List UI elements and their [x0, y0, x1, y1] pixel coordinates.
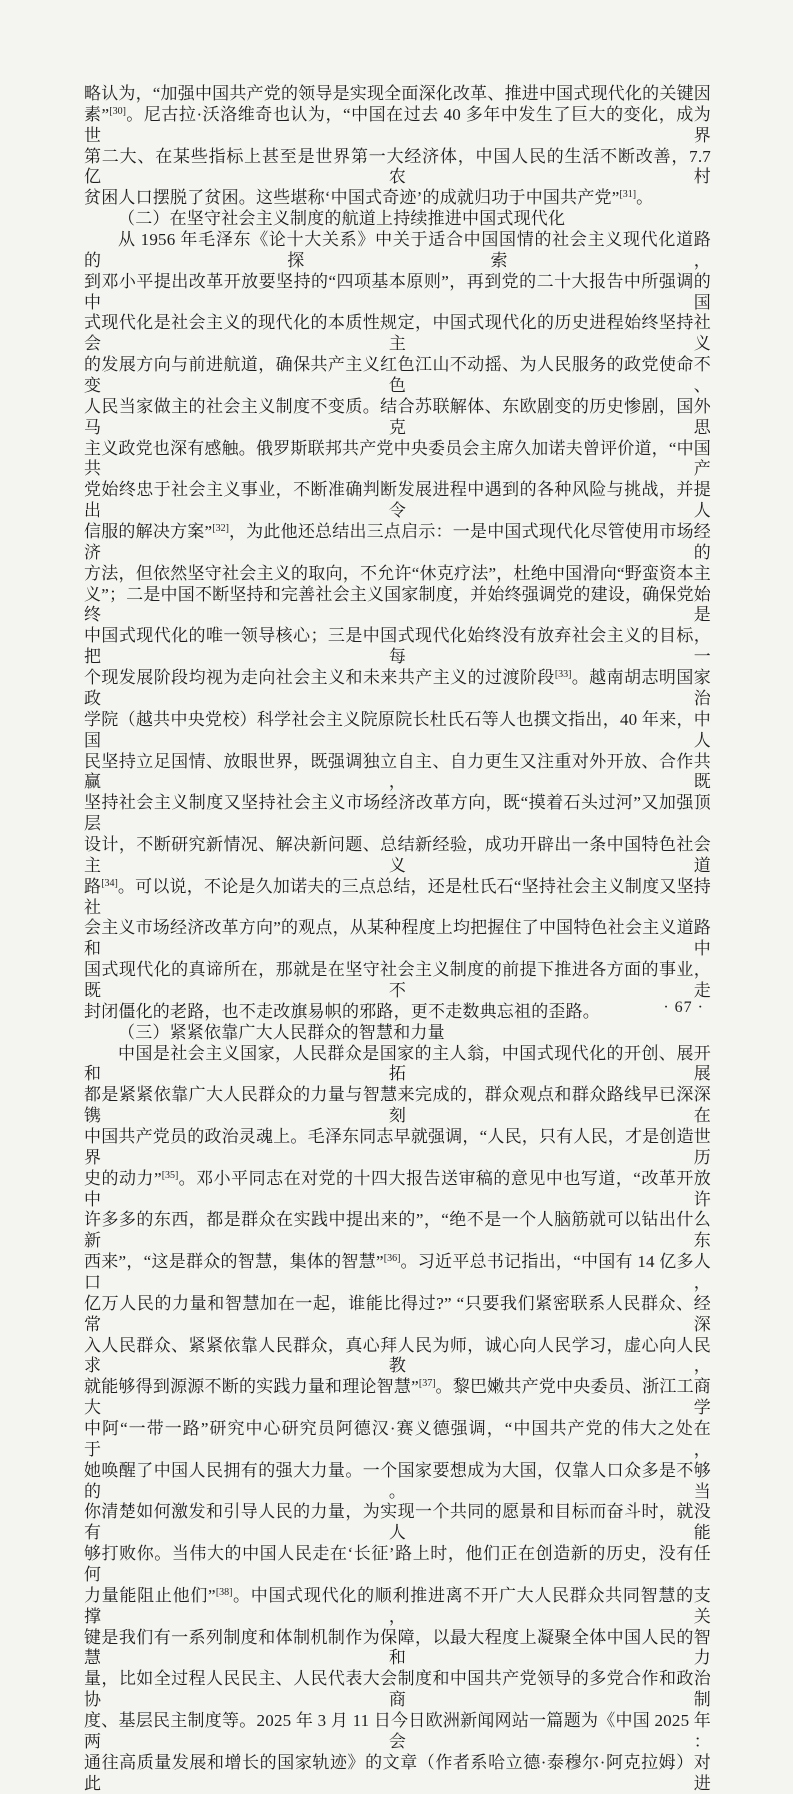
text-run: 路: [84, 876, 102, 896]
text-run: 入人民群众、紧紧依靠人民群众，真心拜人民为师，诚心向人民学习，虚心向人民求教，: [84, 1335, 711, 1376]
text-run: 信服的解决方案”: [84, 522, 213, 542]
text-line: [84, 1628, 711, 1670]
text-run: 个现发展阶段均视为走向社会主义和未来共产主义的过渡阶段: [84, 668, 555, 688]
text-run: 略认为，“加强中国共产党的领导是实现全面深化改革、推进中国式现代化的关键因: [84, 84, 711, 103]
text-line: [84, 1044, 711, 1086]
text-run: （二）在坚守社会主义制度的航道上持续推进中国式现代化: [118, 209, 566, 229]
text-run: 就能够得到源源不断的实践力量和理论智慧”: [84, 1377, 419, 1397]
text-line: 路[34]。可以说，不论是久加诺夫的三点总结，还是杜氏石“坚持社会主义制度又坚持社: [84, 876, 711, 917]
text-run: 民坚持立足国情、放眼世界，既强调独立自主、自力更生又注重对外开放、合作共赢，既: [84, 751, 711, 792]
text-run: 中国共产党员的政治灵魂上。毛泽东同志早就强调，“人民，只有人民，才是创造世界历: [84, 1126, 711, 1167]
text-line: [84, 1502, 711, 1544]
text-line: [84, 1210, 711, 1252]
text-run: 。黎巴嫩共产党中央委员、浙江工商大学: [84, 1377, 711, 1418]
text-run: 亿万人民的力量和智慧加在一起，谁能比得过?” “只要我们紧密联系人民群众、经常深: [84, 1293, 711, 1334]
text-run: 人民当家做主的社会主义制度不变质。结合苏联解体、东欧剧变的历史惨剧，国外马克思: [84, 396, 711, 437]
text-line: 信服的解决方案”[32]，为此他还总结出三点启示：一是中国式现代化尽管使用市场经济的: [84, 522, 711, 562]
text-line: [84, 960, 711, 1002]
text-line: [84, 1419, 711, 1461]
text-run: 许多多的东西，都是群众在实践中提出来的”，“绝不是一个人脑筋就可以钻出什么新东: [84, 1210, 711, 1251]
text-run: 。习近平总书记指出，“中国有 14 亿多人口，: [84, 1252, 712, 1292]
text-run: 力量能阻止他们”: [84, 1585, 216, 1605]
text-line: [84, 230, 711, 272]
text-run: 义”；二是中国不断坚持和完善社会主义国家制度，并始终强调党的建设，确保党始终是: [84, 584, 711, 625]
text-run: 的发展方向与前进航道，确保共产主义红色江山不动摇、为人民服务的政党使命不变色、: [84, 355, 711, 396]
text-run: 。: [636, 188, 654, 208]
text-run: 国式现代化的真谛所在，那就是在坚守社会主义制度的前提下推进各方面的事业，既不走: [84, 960, 711, 1000]
text-run: 都是紧紧依靠广大人民群众的力量与智慧来完成的，群众观点和群众路线早已深深镌刻在: [84, 1085, 711, 1126]
section-heading: [84, 1023, 711, 1044]
text-run: 度、基层民主制度等。2025 年 3 月 11 日今日欧洲新闻网站一篇题为《中国 2025 年两会：: [84, 1711, 711, 1751]
text-run: 方法，但依然坚守社会主义的取向，不允许“休克疗法”，杜绝中国滑向“野蛮资本主: [84, 563, 711, 583]
text-line: [84, 480, 711, 522]
text-run: 。越南胡志明国家政治: [84, 668, 711, 708]
text-line: [84, 313, 711, 355]
text-line: 贫困人口摆脱了贫困。这些堪称‘中国式奇迹’的成就归功于中国共产党”[31]。: [84, 188, 654, 208]
text-run: 中国是社会主义国家，人民群众是国家的主人翁，中国式现代化的开创、展开和拓展: [84, 1043, 711, 1084]
text-line: [84, 397, 711, 439]
text-line: [84, 84, 711, 105]
text-run: 。尼古拉·沃洛维奇也认为，“中国在过去 40 多年中发生了巨大的变化，成为世界: [84, 104, 711, 145]
text-run: 贫困人口摆脱了贫困。这些堪称‘中国式奇迹’的成就归功于中国共产党”: [84, 188, 620, 208]
text-line: [84, 1336, 711, 1378]
text-line: 个现发展阶段均视为走向社会主义和未来共产主义的过渡阶段[33]。越南胡志明国家政治: [84, 668, 711, 708]
text-run: 通往高质量发展和增长的国家轨迹》的文章（作者系哈立德·泰穆尔·阿克拉姆）对此进: [84, 1752, 711, 1793]
text-run: 式现代化是社会主义的现代化的本质性规定，中国式现代化的历史进程始终坚持社会主义: [84, 313, 711, 354]
text-line: 力量能阻止他们”[38]。中国式现代化的顺利推进离不开广大人民群众共同智慧的支撑，关: [84, 1585, 711, 1626]
text-run: 封闭僵化的老路，也不走改旗易帜的邪路，更不走数典忘祖的歪路。: [84, 1001, 600, 1021]
text-line: [84, 585, 711, 627]
text-run: 够打败你。当伟大的中国人民走在‘长征’路上时，他们正在创造新的历史，没有任何: [84, 1544, 711, 1585]
text-line: 素”[30]。尼古拉·沃洛维奇也认为，“中国在过去 40 多年中发生了巨大的变化，成为世界: [84, 104, 711, 145]
text-line: [84, 1544, 711, 1586]
text-line: [84, 272, 711, 314]
text-run: 党始终忠于社会主义事业，不断准确判断发展进程中遇到的各种风险与挑战，并提出令人: [84, 480, 711, 521]
text-run: 坚持社会主义制度又坚持社会主义市场经济改革方向，既“摸着石头过河”又加强顶层: [84, 793, 711, 834]
section-heading: [84, 209, 711, 230]
text-run: 到邓小平提出改革开放要坚持的“四项基本原则”，再到党的二十大报告中所强调的中国: [84, 271, 711, 312]
text-line: [84, 1711, 711, 1753]
text-line: [84, 564, 711, 585]
text-line: [84, 835, 711, 877]
text-line: [84, 355, 711, 397]
text-run: 主义政党也深有感触。俄罗斯联邦共产党中央委员会主席久加诺夫曾评价道，“中国共产: [84, 438, 711, 479]
text-run: 量，比如全过程人民民主、人民代表大会制度和中国共产党领导的多党合作和政治协商制: [84, 1669, 711, 1710]
text-line: [84, 439, 711, 481]
text-run: 从 1956 年毛泽东《论十大关系》中关于适合中国国情的社会主义现代化道路的探索，: [84, 230, 711, 270]
text-run: 她唤醒了中国人民拥有的强大力量。一个国家要想成为大国，仅靠人口众多是不够的。当: [84, 1460, 711, 1501]
text-line: [84, 710, 711, 752]
text-run: 第二大、在某些指标上甚至是世界第一大经济体，中国人民的生活不断改善，7.7 亿农村: [84, 146, 711, 187]
text-run: 学院（越共中央党校）科学社会主义院原院长杜氏石等人也撰文指出，40 年来，中国人: [84, 709, 711, 750]
text-run: 你清楚如何激发和引导人民的力量，为实现一个共同的愿景和目标而奋斗时，就没有人能: [84, 1502, 711, 1543]
text-run: 素”: [84, 104, 110, 124]
text-run: 设计，不断研究新情况、解决新问题、总结新经验，成功开辟出一条中国特色社会主义道: [84, 834, 711, 875]
text-line: 就能够得到源源不断的实践力量和理论智慧”[37]。黎巴嫩共产党中央委员、浙江工商大学: [84, 1377, 711, 1418]
text-run: 。邓小平同志在对党的十四大报告送审稿的意见中也写道，“改革开放中许: [84, 1168, 712, 1209]
text-run: 中国式现代化的唯一领导核心；三是中国式现代化始终没有放弃社会主义的目标，把每一: [84, 626, 711, 667]
text-run: 中阿“一带一路”研究中心研究员阿德汉·赛义德强调，“中国共产党的伟大之处在于，: [84, 1419, 711, 1459]
text-line: 西来”，“这是群众的智慧，集体的智慧”[36]。习近平总书记指出，“中国有 14 亿多人口，: [84, 1252, 712, 1292]
text-line: [84, 752, 711, 794]
text-line: [84, 626, 711, 668]
text-run: 。可以说，不论是久加诺夫的三点总结，还是杜氏石“坚持社会主义制度又坚持社: [84, 876, 711, 917]
article-body: [84, 84, 711, 1794]
text-line: [84, 918, 711, 960]
text-run: 。中国式现代化的顺利推进离不开广大人民群众共同智慧的支撑，关: [84, 1585, 711, 1626]
text-run: 史的动力”: [84, 1168, 162, 1188]
text-run: （三）紧紧依靠广大人民群众的智慧和力量: [118, 1022, 445, 1042]
text-run: 西来”，“这是群众的智慧，集体的智慧”: [84, 1252, 384, 1272]
text-run: 会主义市场经济改革方向”的观点，从某种程度上均把握住了中国特色社会主义道路和中: [84, 918, 711, 959]
text-line: [84, 1085, 711, 1127]
text-run: 键是我们有一系列制度和体制机制作为保障，以最大程度上凝聚全体中国人民的智慧和力: [84, 1627, 711, 1668]
text-line: [84, 793, 711, 835]
page-number: · 67 ·: [663, 999, 704, 1016]
text-run: ，为此他还总结出三点启示：一是中国式现代化尽管使用市场经济的: [84, 522, 711, 562]
text-line: [84, 1753, 711, 1794]
text-line: [84, 1669, 711, 1711]
text-line: [84, 1127, 711, 1169]
text-line: [84, 1461, 711, 1503]
text-line: [84, 147, 711, 189]
text-line: 史的动力”[35]。邓小平同志在对党的十四大报告送审稿的意见中也写道，“改革开放中许: [84, 1168, 712, 1209]
text-line: [84, 1294, 711, 1336]
